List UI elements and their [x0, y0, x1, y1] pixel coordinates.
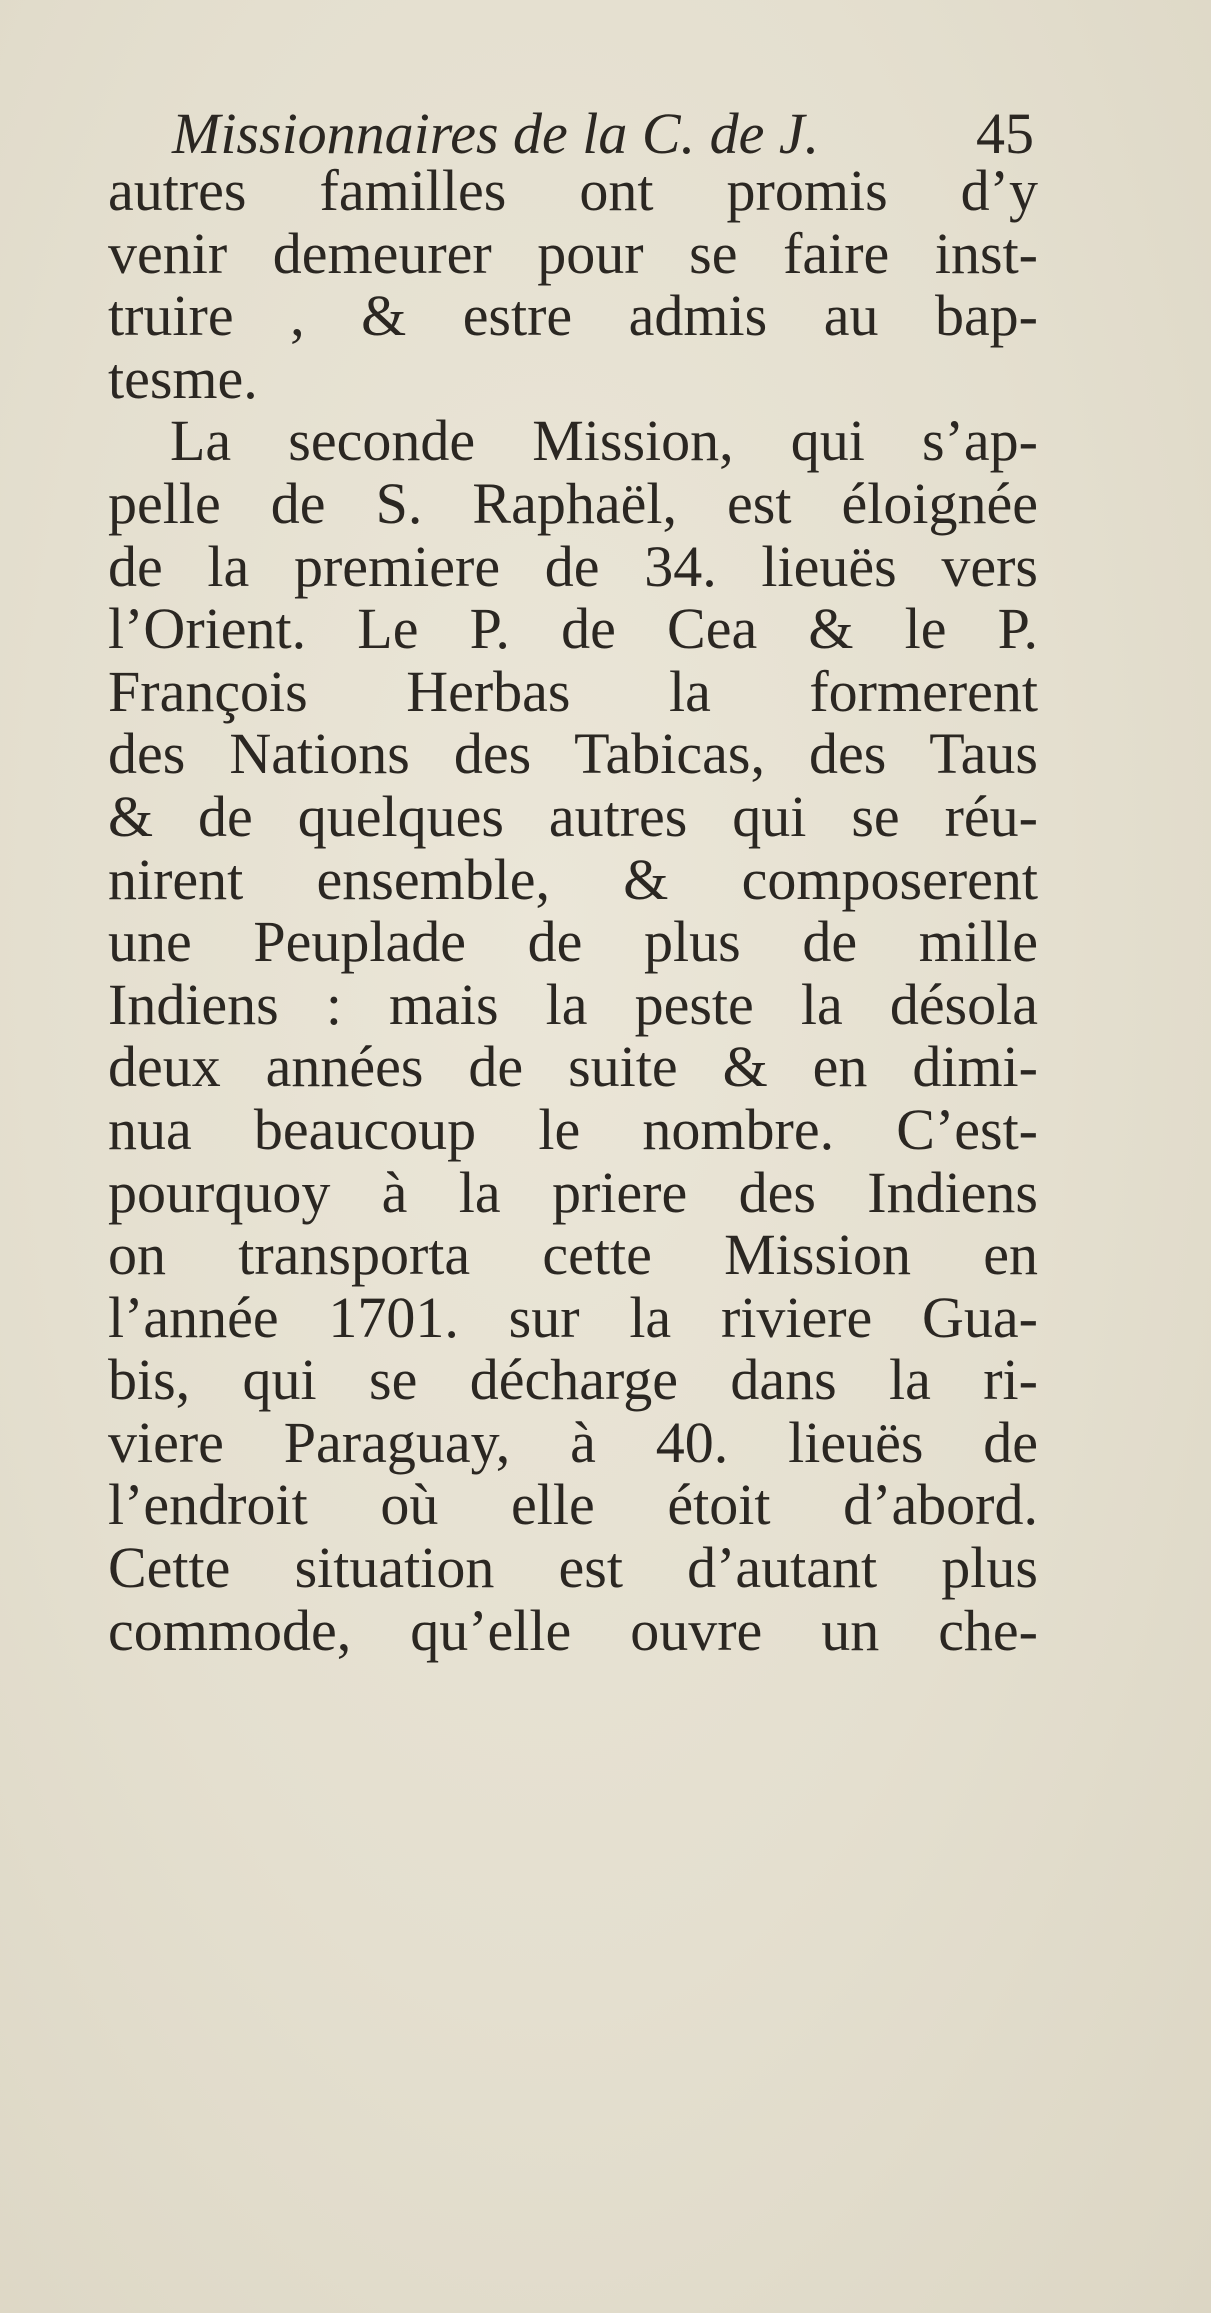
text-line: deux années de suite & en dimi-	[108, 1034, 1038, 1100]
text-line: La seconde Mission, qui s’ap-	[170, 408, 1038, 474]
text-line: nirent ensemble, & composerent	[108, 846, 1038, 912]
text-line: & de quelques autres qui se réu-	[108, 783, 1038, 849]
text-line: Cette situation est d’autant plus	[108, 1535, 1038, 1601]
text-line: tesme.	[108, 345, 258, 411]
text-line: des Nations des Tabicas, des Taus	[108, 721, 1038, 787]
text-line: Indiens : mais la peste la désola	[108, 971, 1038, 1037]
text-line: truire , & estre admis au bap-	[108, 283, 1038, 349]
text-line: l’endroit où elle étoit d’abord.	[108, 1472, 1038, 1538]
text-line: de la premiere de 34. lieuës vers	[108, 533, 1038, 599]
text-line: venir demeurer pour se faire inst-	[108, 220, 1038, 286]
text-line: nua beaucoup le nombre. C’est-	[108, 1096, 1038, 1162]
page-header	[172, 103, 1034, 165]
text-line: pelle de S. Raphaël, est éloignée	[108, 470, 1038, 536]
text-line: pourquoy à la priere des Indiens	[108, 1159, 1038, 1225]
text-line: bis, qui se décharge dans la ri-	[108, 1347, 1038, 1413]
text-line: on transporta cette Mission en	[108, 1222, 1038, 1288]
text-line: François Herbas la formerent	[108, 658, 1038, 724]
text-line: viere Paraguay, à 40. lieuës de	[108, 1409, 1038, 1475]
page-number: 45	[976, 101, 1034, 166]
text-line: autres familles ont promis d’y	[108, 158, 1038, 223]
text-line: l’année 1701. sur la riviere Gua-	[108, 1284, 1038, 1350]
body-text	[108, 160, 1038, 1662]
running-title: Missionnaires de la C. de J.	[172, 101, 820, 166]
text-line: commode, qu’elle ouvre un che-	[108, 1597, 1038, 1663]
text-line: une Peuplade de plus de mille	[108, 909, 1038, 975]
text-line: l’Orient. Le P. de Cea & le P.	[108, 596, 1038, 662]
